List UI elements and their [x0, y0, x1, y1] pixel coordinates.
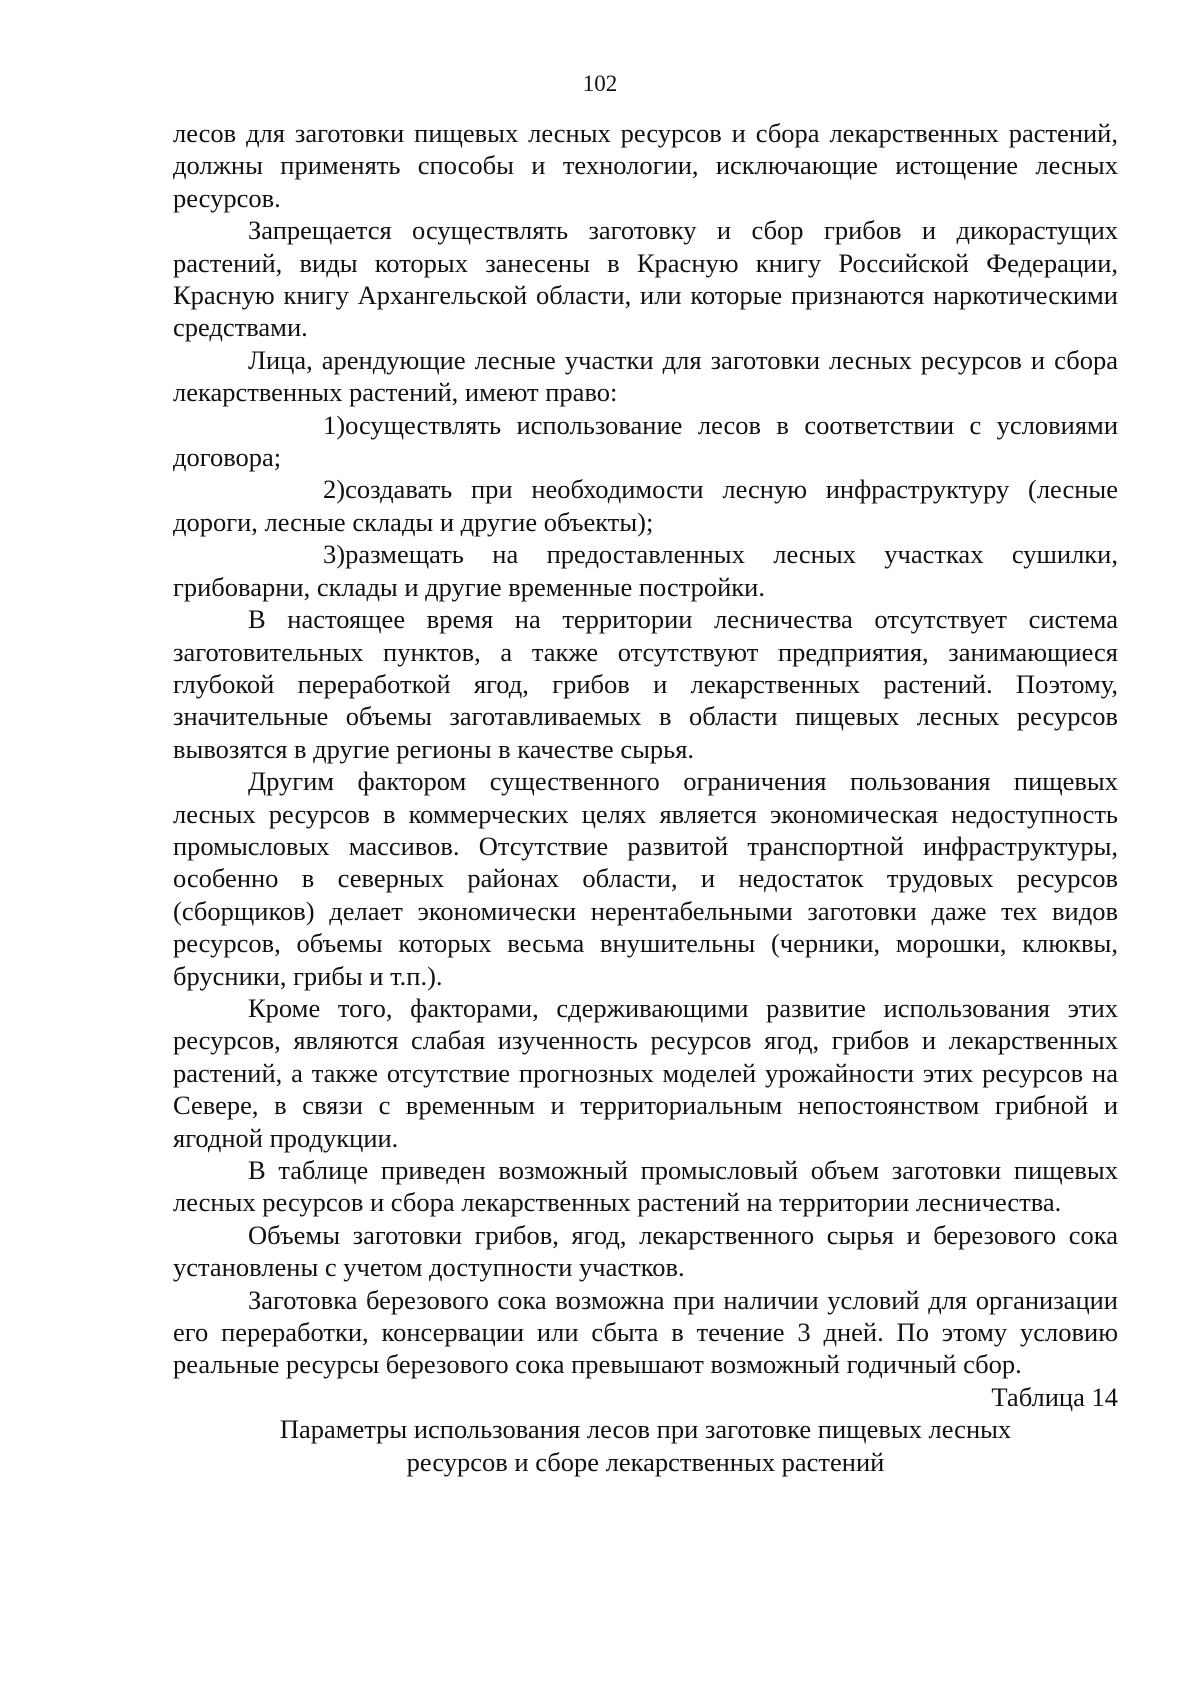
list-item-number: 3): [323, 539, 346, 570]
paragraph-prohibition: Запрещается осуществлять заготовку и сбор грибов и дикорастущих растений, виды которых занесены в Красную книгу Российской Федерации, Красную книгу Архангельской области, или которые признаются наркотическими средствами.: [173, 215, 1118, 343]
paragraph-harvest-volumes: Объемы заготовки грибов, ягод, лекарственного сырья и березового сока установлены с учетом доступности участков.: [173, 1219, 1118, 1283]
paragraph-restraining-factors: Кроме того, факторами, сдерживающими развитие использования этих ресурсов, являются слабая изученность ресурсов ягод, грибов и лекарственных растений, а также отсутствие прогнозных моделей урожайности этих ресурсов на Севере, в связи с временным и территориальным непостоянством грибной и ягодной продукции.: [173, 992, 1118, 1153]
document-body: [173, 117, 1118, 1478]
list-item-text: создавать при необходимости лесную инфраструктуру (лесные дороги, лесные склады и другие объекты);: [173, 474, 1118, 537]
rights-list-item: [173, 538, 1118, 603]
paragraph-continuation: лесов для заготовки пищевых лесных ресурсов и сбора лекарственных растений, должны применять способы и технологии, исключающие истощение лесных ресурсов.: [173, 118, 1118, 213]
rights-list-item: [173, 409, 1118, 474]
list-item-text: размещать на предоставленных лесных участках сушилки, грибоварни, склады и другие временные постройки.: [173, 539, 1118, 602]
paragraph-table-reference: В таблице приведен возможный промысловый объем заготовки пищевых лесных ресурсов и сбора лекарственных растений на территории лесничества.: [173, 1155, 1118, 1218]
table-label: Таблица 14: [991, 1381, 1118, 1412]
list-item-number: 2): [323, 474, 346, 505]
paragraph-birch-sap: Заготовка березового сока возможна при наличии условий для организации его переработки, консервации или сбыта в течение 3 дней. По этому условию реальные ресурсы березового сока превышают возможный годичный сбор.: [173, 1284, 1118, 1380]
list-item-text: осуществлять использование лесов в соответствии с условиями договора;: [173, 409, 1118, 473]
table-title-line: ресурсов и сборе лекарственных растений: [406, 1446, 885, 1477]
paragraph-limiting-factor: Другим фактором существенного ограничения пользования пищевых лесных ресурсов в коммерческих целях является экономическая недоступность промысловых массивов. Отсутствие развитой транспортной инфраструктуры, особенно в северных районах области, и недостаток трудовых ресурсов (сборщиков) делает экономически нерентабельными заготовки даже тех видов ресурсов, объемы которых весьма внушительны (черники, морошки, клюквы, брусники, грибы и т.п.).: [173, 766, 1118, 991]
page-number: 102: [582, 71, 618, 96]
rights-list-item: [173, 473, 1118, 538]
paragraph-procurement-system: В настоящее время на территории лесничества отсутствует система заготовительных пунктов, а также отсутствуют предприятия, занимающиеся глубокой переработкой ягод, грибов и лекарственных растений. Поэтому, значительные объемы заготавливаемых в области пищевых лесных ресурсов вывозятся в другие регионы в качестве сырья.: [173, 604, 1118, 764]
table-title: [173, 1413, 1118, 1478]
list-item-number: 1): [323, 409, 346, 440]
table-title-line: Параметры использования лесов при заготовке пищевых лесных: [279, 1414, 1012, 1445]
paragraph-lessee-rights-intro: Лица, арендующие лесные участки для заготовки лесных ресурсов и сбора лекарственных растений, имеют право:: [173, 344, 1118, 408]
